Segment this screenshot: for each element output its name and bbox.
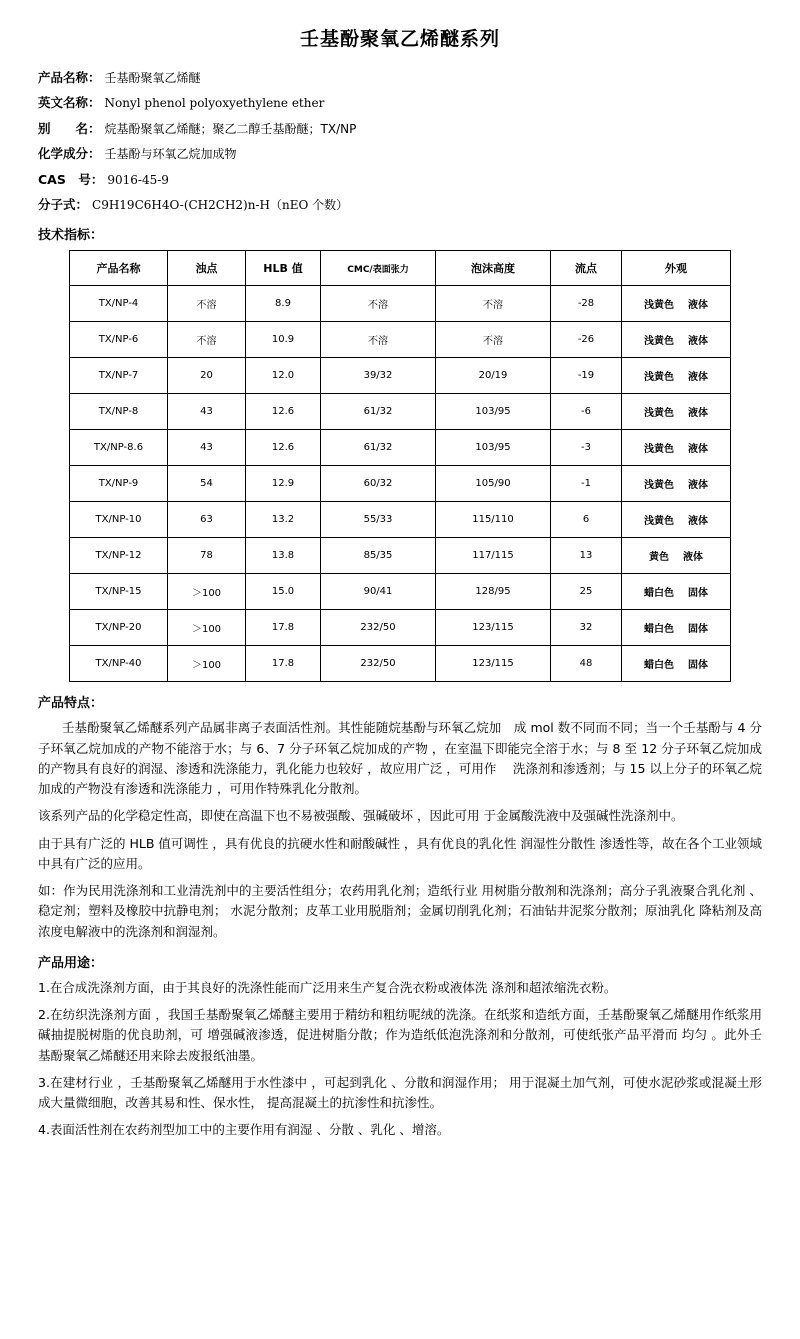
cell-foam: 不溶	[436, 322, 551, 358]
meta-label: 英文名称：	[38, 95, 101, 111]
meta-value: 烷基酚聚氧乙烯醚；聚乙二醇壬基酚醚；TX/NP	[104, 121, 357, 136]
cell-foam: 103/95	[436, 430, 551, 466]
cell-pour-point: -6	[551, 394, 622, 430]
cell-foam: 128/95	[436, 574, 551, 610]
features-paragraph: 如：作为民用洗涤剂和工业清洗剂中的主要活性组分；农药用乳化剂；造纸行业 用树脂分散剂和洗涤剂；高分子乳液聚合乳化剂 、稳定剂；塑料及橡胶中抗静电剂； 水泥分散剂；皮革工业用脱脂剂；金属切削乳化剂；石油钻井泥浆分散剂；原油乳化 降粘剂及高浓度电解液中的洗涤剂和润湿剂。	[38, 883, 762, 939]
cell-pour-point: 48	[551, 646, 622, 682]
appearance-state: 液体	[683, 552, 703, 564]
table-row	[70, 610, 731, 646]
cell-pour-point: 13	[551, 538, 622, 574]
cell-cmc: 85/35	[321, 538, 436, 574]
table-row	[70, 646, 731, 682]
meta-row-composition	[38, 145, 762, 163]
meta-value: Nonyl phenol polyoxyethylene ether	[104, 96, 325, 111]
meta-label: CAS 号：	[38, 171, 104, 187]
cell-hlb: 17.8	[246, 646, 321, 682]
cell-cmc: 不溶	[321, 322, 436, 358]
meta-value: 壬基酚聚氧乙烯醚	[104, 71, 201, 85]
appearance-state: 液体	[688, 408, 708, 420]
cell-cmc: 90/41	[321, 574, 436, 610]
table-row	[70, 502, 731, 538]
appearance-color: 蜡白色	[644, 588, 674, 600]
table-row	[70, 430, 731, 466]
features-paragraph: 壬基酚聚氧乙烯醚系列产品属非离子表面活性剂。其性能随烷基酚与环氧乙烷加 成 mol 数不同而不同；当一个壬基酚与 4 分子环氧乙烷加成的产物不能溶于水；与 6、7 分子环氧乙烷加成的产物 ，在室温下即能完全溶于水；与 8 至 12 分子环氧乙烷加成的产物具有良好的润湿、渗透和洗涤能力，乳化能力也较好 ，故应用广泛 ，可用作 洗涤剂和渗透剂；与 15 以上分子的环氧乙烷加成的产物没有渗透和洗涤能力 ，可用作特殊乳化分散剂。	[38, 720, 762, 797]
cell-cmc: 61/32	[321, 394, 436, 430]
appearance-color: 浅黄色	[644, 480, 674, 492]
features-paragraph: 由于具有广泛的 HLB 值可调性 ，具有优良的抗硬水性和耐酸碱性 ，具有优良的乳化性 润湿性分散性 渗透性等，故在各个工业领域中具有广泛的应用。	[38, 835, 762, 871]
page-title: 壬基酚聚氧乙烯醚系列	[299, 28, 500, 50]
cell-pour-point: -3	[551, 430, 622, 466]
appearance-state: 固体	[688, 660, 708, 672]
cell-product-name: TX/NP-6	[70, 322, 168, 358]
cell-appearance	[622, 394, 731, 430]
cell-hlb: 10.9	[246, 322, 321, 358]
th-cloud-point: 浊点	[168, 251, 246, 286]
cell-product-name: TX/NP-8.6	[70, 430, 168, 466]
table-row	[70, 394, 731, 430]
cell-cmc: 60/32	[321, 466, 436, 502]
meta-row-alias	[38, 120, 762, 138]
cell-cloud-point: ＞100	[168, 610, 246, 646]
meta-label: 别 名：	[38, 120, 101, 136]
cell-appearance	[622, 610, 731, 646]
appearance-state: 固体	[688, 624, 708, 636]
cell-cloud-point: ＞100	[168, 646, 246, 682]
appearance-state: 液体	[688, 444, 708, 456]
cell-cmc: 232/50	[321, 646, 436, 682]
cell-cmc: 61/32	[321, 430, 436, 466]
cell-hlb: 8.9	[246, 286, 321, 322]
cell-product-name: TX/NP-10	[70, 502, 168, 538]
cell-cloud-point: 78	[168, 538, 246, 574]
cell-pour-point: 25	[551, 574, 622, 610]
cell-appearance	[622, 466, 731, 502]
cell-product-name: TX/NP-8	[70, 394, 168, 430]
cell-hlb: 12.9	[246, 466, 321, 502]
meta-value: C9H19C6H4O-(CH2CH2)n-H（nEO 个数）	[92, 197, 349, 212]
appearance-color: 浅黄色	[644, 372, 674, 384]
appearance-color: 浅黄色	[644, 444, 674, 456]
th-pour-point: 流点	[551, 251, 622, 286]
appearance-color: 浅黄色	[644, 336, 674, 348]
meta-row-english-name	[38, 94, 762, 112]
cell-appearance	[622, 322, 731, 358]
cell-pour-point: 6	[551, 502, 622, 538]
cell-product-name: TX/NP-12	[70, 538, 168, 574]
cell-cmc: 55/33	[321, 502, 436, 538]
features-heading: 产品特点：	[38, 696, 104, 712]
appearance-color: 浅黄色	[644, 408, 674, 420]
appearance-state: 液体	[688, 516, 708, 528]
table-row	[70, 574, 731, 610]
cell-cloud-point: 不溶	[168, 286, 246, 322]
cell-product-name: TX/NP-7	[70, 358, 168, 394]
cell-foam: 不溶	[436, 286, 551, 322]
appearance-color: 浅黄色	[644, 516, 674, 528]
meta-label: 产品名称：	[38, 70, 101, 85]
cell-cloud-point: ＞100	[168, 574, 246, 610]
cell-product-name: TX/NP-40	[70, 646, 168, 682]
cell-foam: 20/19	[436, 358, 551, 394]
cell-product-name: TX/NP-4	[70, 286, 168, 322]
cell-appearance	[622, 430, 731, 466]
th-appearance: 外观	[622, 251, 731, 286]
cell-pour-point: -28	[551, 286, 622, 322]
appearance-color: 蜡白色	[644, 660, 674, 672]
meta-value: 9016-45-9	[107, 172, 169, 187]
cell-appearance	[622, 358, 731, 394]
cell-hlb: 12.6	[246, 394, 321, 430]
cell-hlb: 12.0	[246, 358, 321, 394]
uses-paragraph: 2.在纺织洗涤剂方面 ，我国壬基酚聚氧乙烯醚主要用于精纺和粗纺呢绒的洗涤。在纸浆和造纸方面，壬基酚聚氧乙烯醚用作纸浆用碱抽提脱树脂的优良助剂，可 增强碱液渗透，促进树脂分散；作为造纸低泡洗涤剂和分散剂，可使纸张产品平滑而 均匀 。此外壬基酚聚氧乙烯醚还用来除去废报纸油墨。	[38, 1007, 762, 1063]
meta-label: 化学成分：	[38, 146, 101, 162]
tech-specs-heading: 技术指标：	[38, 228, 104, 244]
features-paragraph: 该系列产品的化学稳定性高，即使在高温下也不易被强酸、强碱破坏 ，因此可用 于金属酸洗液中及强碱性洗涤剂中。	[38, 808, 684, 824]
uses-paragraph: 1.在合成洗涤剂方面，由于其良好的洗涤性能而广泛用来生产复合洗衣粉或液体洗 涤剂和超浓缩洗衣粉。	[38, 979, 617, 995]
appearance-color: 蜡白色	[644, 624, 674, 636]
meta-value: 壬基酚与环氧乙烷加成物	[104, 147, 237, 162]
th-product-name: 产品名称	[70, 251, 168, 286]
cell-hlb: 15.0	[246, 574, 321, 610]
cell-product-name: TX/NP-20	[70, 610, 168, 646]
uses-heading: 产品用途：	[38, 955, 104, 971]
cell-appearance	[622, 502, 731, 538]
cell-product-name: TX/NP-9	[70, 466, 168, 502]
cell-foam: 123/115	[436, 610, 551, 646]
cell-foam: 105/90	[436, 466, 551, 502]
cell-appearance	[622, 286, 731, 322]
appearance-state: 固体	[688, 588, 708, 600]
cell-foam: 103/95	[436, 394, 551, 430]
cell-appearance	[622, 646, 731, 682]
cell-foam: 123/115	[436, 646, 551, 682]
table-row	[70, 358, 731, 394]
cell-hlb: 13.2	[246, 502, 321, 538]
cell-hlb: 17.8	[246, 610, 321, 646]
cell-cloud-point: 63	[168, 502, 246, 538]
appearance-state: 液体	[688, 300, 708, 312]
meta-row-formula	[38, 196, 762, 214]
meta-label: 分子式：	[38, 196, 89, 212]
cell-foam: 115/110	[436, 502, 551, 538]
cell-cloud-point: 不溶	[168, 322, 246, 358]
th-cmc-surface-tension: CMC/表面张力	[321, 251, 436, 286]
cell-cmc: 39/32	[321, 358, 436, 394]
product-meta-list	[38, 69, 762, 214]
table-row	[70, 538, 731, 574]
appearance-color: 浅黄色	[644, 300, 674, 312]
appearance-color: 黄色	[649, 552, 669, 564]
cell-cloud-point: 43	[168, 430, 246, 466]
appearance-state: 液体	[688, 480, 708, 492]
cell-cmc: 不溶	[321, 286, 436, 322]
th-hlb-value: HLB 值	[246, 251, 321, 286]
cell-pour-point: -26	[551, 322, 622, 358]
cell-cloud-point: 54	[168, 466, 246, 502]
table-row	[70, 322, 731, 358]
cell-product-name: TX/NP-15	[70, 574, 168, 610]
cell-hlb: 12.6	[246, 430, 321, 466]
uses-paragraph: 4.表面活性剂在农药剂型加工中的主要作用有润湿 、分散 、乳化 、增溶。	[38, 1122, 450, 1138]
cell-pour-point: -19	[551, 358, 622, 394]
cell-cmc: 232/50	[321, 610, 436, 646]
cell-pour-point: 32	[551, 610, 622, 646]
appearance-state: 液体	[688, 372, 708, 384]
cell-hlb: 13.8	[246, 538, 321, 574]
cell-foam: 117/115	[436, 538, 551, 574]
appearance-state: 液体	[688, 336, 708, 348]
cell-cloud-point: 43	[168, 394, 246, 430]
table-row	[70, 466, 731, 502]
uses-paragraph: 3.在建材行业 ，壬基酚聚氧乙烯醚用于水性漆中 ，可起到乳化 、分散和润湿作用； 用于混凝土加气剂，可使水泥砂浆或混凝土形成大量微细胞，改善其易和性、保水性， 提高混凝土的抗渗性和抗渗性。	[38, 1074, 762, 1111]
table-header-row	[70, 251, 731, 286]
spec-table	[69, 250, 731, 682]
th-foam-height: 泡沫高度	[436, 251, 551, 286]
cell-pour-point: -1	[551, 466, 622, 502]
cell-appearance	[622, 574, 731, 610]
cell-appearance	[622, 538, 731, 574]
cell-cloud-point: 20	[168, 358, 246, 394]
meta-row-cas	[38, 171, 762, 189]
table-row	[70, 286, 731, 322]
meta-row-product-name	[38, 69, 762, 87]
